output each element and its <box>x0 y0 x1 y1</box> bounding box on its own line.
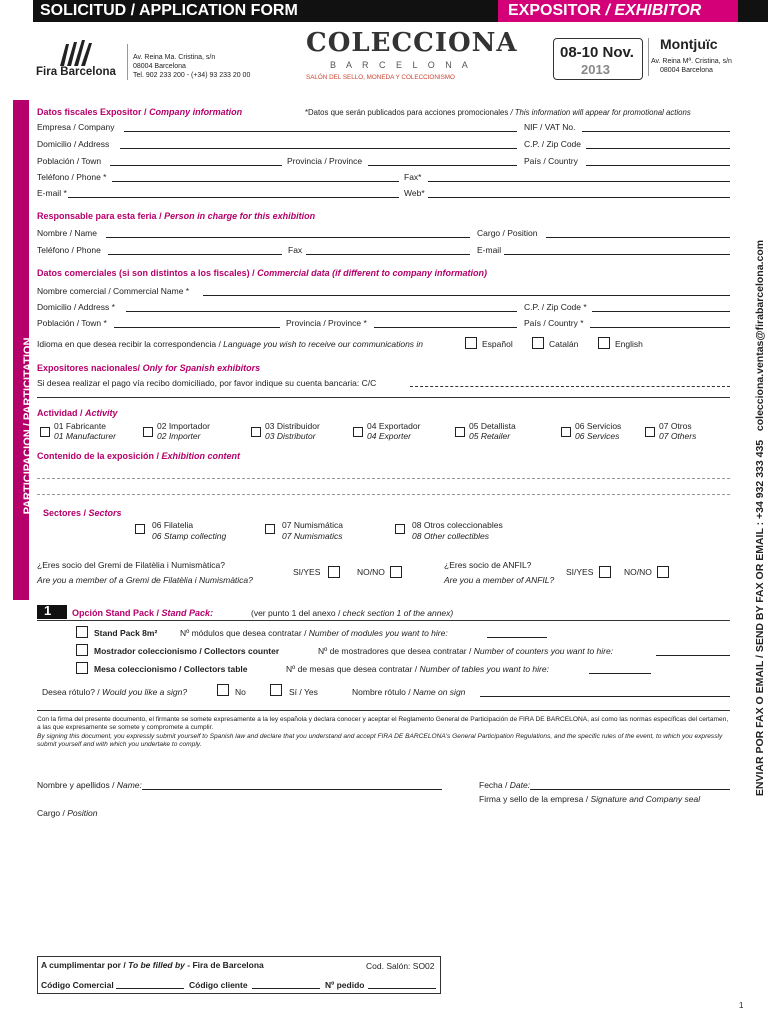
activity-label-en: 02 Importer <box>157 431 201 441</box>
activity-label: 01 Fabricante <box>54 421 106 431</box>
poblacion-field[interactable] <box>110 165 282 166</box>
web-field[interactable] <box>428 197 730 198</box>
gremi-question: ¿Eres socio del Gremi de Filatèlia i Numismàtica? <box>37 560 226 570</box>
collectors-counter-field[interactable] <box>656 655 730 656</box>
colecciona-subtitle: SALÓN DEL SELLO, MONEDA Y COLECCIONISMO <box>306 74 455 81</box>
fira-address-1: Av. Reina Ma. Cristina, s/n <box>133 54 216 61</box>
activity-section-title: Actividad / Activity <box>37 408 118 418</box>
option-title: Opción Stand Pack / Stand Pack: <box>72 608 214 618</box>
fira-divider <box>127 44 128 80</box>
activity-label-en: 07 Others <box>659 431 697 441</box>
activity-label-en: 04 Exporter <box>367 431 411 441</box>
venue-divider <box>648 38 649 76</box>
exhibitor-title: EXPOSITOR / EXHIBITOR <box>508 2 702 19</box>
activity-checkbox-1[interactable] <box>40 427 50 437</box>
language-english-checkbox[interactable] <box>598 337 610 349</box>
resp-fax-field[interactable] <box>306 254 470 255</box>
content-field-1[interactable] <box>37 478 730 479</box>
gremi-question-en: Are you a member of a Gremi de Filatèlia i Numismàtica? <box>37 575 253 585</box>
poblacion-label: Población / Town <box>37 156 102 166</box>
activity-label: 05 Detallista <box>469 421 516 431</box>
anfil-yes-label: SI/YES <box>566 567 594 577</box>
language-question: Idioma en que desea recibir la correspondencia / Language you wish to receive our communications in <box>37 339 424 349</box>
web-label: Web* <box>404 188 425 198</box>
fiscal-note: *Datos que serán publicados para acciones promocionales / This information will appear for promotional actions <box>305 108 691 117</box>
anfil-yes-checkbox[interactable] <box>599 566 611 578</box>
language-catalan-label: Catalán <box>549 339 579 349</box>
fira-address-2: 08004 Barcelona <box>133 63 186 70</box>
colecciona-city: B A R C E L O N A <box>330 60 472 70</box>
nif-field[interactable] <box>582 131 730 132</box>
colecciona-logo: COLECCIONA <box>306 28 518 58</box>
sign-name-field[interactable] <box>480 696 730 697</box>
codigo-comercial-field[interactable] <box>116 988 184 989</box>
sector-filatelia-label-en: 06 Stamp collecting <box>152 531 227 541</box>
event-year: 2013 <box>581 62 610 77</box>
activity-label-en: 03 Distributor <box>265 431 316 441</box>
responsible-section-title: Responsable para esta feria / Person in charge for this exhibition <box>37 211 316 221</box>
resp-telefono-field[interactable] <box>108 254 282 255</box>
office-use-title: A cumplimentar por / To be filled by - Fira de Barcelona <box>41 960 264 970</box>
telefono-label: Teléfono / Phone * <box>37 172 107 182</box>
codigo-cliente-label: Código cliente <box>189 980 248 990</box>
venue-address-2: 08004 Barcelona <box>660 67 713 74</box>
fira-logo-icon <box>52 40 102 68</box>
resp-email-label: E-mail <box>477 245 502 255</box>
com-poblacion-field[interactable] <box>114 327 280 328</box>
commercial-section-title: Datos comerciales (si son distintos a los fiscales) / Commercial data (if different to company information) <box>37 268 487 278</box>
form-title: SOLICITUD / APPLICATION FORM <box>40 2 298 19</box>
cp-field[interactable] <box>586 148 730 149</box>
activity-label: 07 Otros <box>659 421 692 431</box>
language-espanol-label: Español <box>482 339 513 349</box>
nif-label: NIF / VAT No. <box>524 122 576 132</box>
collectors-table-field[interactable] <box>589 673 651 674</box>
activity-checkbox-5[interactable] <box>455 427 465 437</box>
codigo-cliente-field[interactable] <box>252 988 320 989</box>
sector-otros-label: 08 Otros coleccionables <box>412 520 503 530</box>
collectors-counter-label: Mostrador coleccionismo / Collectors counter <box>94 646 280 656</box>
activity-label: 04 Exportador <box>367 421 421 431</box>
page-number: 1 <box>739 1001 744 1010</box>
com-poblacion-label: Población / Town * <box>37 318 107 328</box>
nombre-field[interactable] <box>106 237 470 238</box>
stand-pack-checkbox[interactable] <box>76 626 88 638</box>
sector-otros-checkbox[interactable] <box>395 524 405 534</box>
nombre-comercial-field[interactable] <box>203 295 730 296</box>
provincia-label: Provincia / Province <box>287 156 363 166</box>
cargo-field[interactable] <box>546 237 730 238</box>
legal-text-en: By signing this document, you expressly submit yourself to Spanish law and declare that you understand and accept FIRA DE BARCELONA's General Participation Regulations, and the specific rules of the event, to which you expressly submit yourself and with which you undertake to comply. <box>37 733 723 748</box>
sign-name-label-2: Nombre y apellidos / Name: <box>37 780 142 790</box>
venue-address-1: Av. Reina Mª. Cristina, s/n <box>651 58 732 65</box>
fiscal-section-title: Datos fiscales Expositor / Company information <box>37 107 243 117</box>
domicilio-label: Domicilio / Address <box>37 139 110 149</box>
collectors-table-label: Mesa coleccionismo / Collectors table <box>94 664 248 674</box>
content-section-title: Contenido de la exposición / Exhibition content <box>37 451 241 461</box>
anfil-question-en: Are you a member of ANFIL? <box>444 575 555 585</box>
send-by-fax-email: ENVIAR POR FAX O EMAIL / SEND BY FAX OR EMAIL : +34 932 333 435 colecciona.ventas@firabarcelona.com <box>754 239 766 797</box>
activity-label: 03 Distribuidor <box>265 421 320 431</box>
empresa-label: Empresa / Company <box>37 122 115 132</box>
telefono-field[interactable] <box>112 181 399 182</box>
codigo-comercial-label: Código Comercial <box>41 980 114 990</box>
collectors-counter-question: Nº de mostradores que desea contratar / Number of counters you want to hire: <box>318 646 614 656</box>
activity-checkbox-2[interactable] <box>143 427 153 437</box>
com-provincia-label: Provincia / Province * <box>286 318 367 328</box>
resp-email-field[interactable] <box>504 254 730 255</box>
provincia-field[interactable] <box>368 165 517 166</box>
fira-name: Fira Barcelona <box>36 66 116 78</box>
com-pais-field[interactable] <box>590 327 730 328</box>
sector-filatelia-checkbox[interactable] <box>135 524 145 534</box>
company-seal-label: Firma y sello de la empresa / Signature and Company seal <box>479 794 701 804</box>
language-catalan-checkbox[interactable] <box>532 337 544 349</box>
pedido-field[interactable] <box>368 988 436 989</box>
legal-text: Con la firma del presente documento, el firmante se somete expresamente a la ley española y declara conocer y aceptar el Reglamento General de Participación de FIRA DE BARCELONA, así como las normas específicas del certamen, a las que expresamente se somete y compromete a cumplir. <box>37 716 729 731</box>
anfil-no-label: NO/NO <box>624 567 652 577</box>
com-domicilio-field[interactable] <box>126 311 517 312</box>
anfil-question: ¿Eres socio de ANFIL? <box>444 560 532 570</box>
option-number-badge <box>37 605 67 619</box>
com-domicilio-label: Domicilio / Address * <box>37 302 115 312</box>
resp-fax-label: Fax <box>288 245 303 255</box>
activity-checkbox-7[interactable] <box>645 427 655 437</box>
date-label: Fecha / Date: <box>479 780 531 790</box>
fira-phone: Tel. 902 233 200 - (+34) 93 233 20 00 <box>133 72 251 79</box>
participation-label: PARTICIPACION / PARTICITATION <box>22 337 34 515</box>
collectors-counter-checkbox[interactable] <box>76 644 88 656</box>
stand-pack-question: Nº módulos que desea contratar / Number of modules you want to hire: <box>180 628 448 638</box>
collectors-table-question: Nº de mesas que desea contratar / Number of tables you want to hire: <box>286 664 549 674</box>
sign-question: Desea rótulo? / Would you like a sign? <box>42 687 188 697</box>
sign-no-checkbox[interactable] <box>217 684 229 696</box>
sector-otros-label-en: 08 Other collectibles <box>412 531 490 541</box>
gremi-no-label: NO/NO <box>357 567 385 577</box>
sector-numismatica-label-en: 07 Numismatics <box>282 531 343 541</box>
language-espanol-checkbox[interactable] <box>465 337 477 349</box>
resp-telefono-label: Teléfono / Phone <box>37 245 101 255</box>
email-label: E-mail * <box>37 188 67 198</box>
activity-label-en: 06 Services <box>575 431 620 441</box>
activity-label: 02 Importador <box>157 421 210 431</box>
collectors-table-checkbox[interactable] <box>76 662 88 674</box>
stand-pack-modules-field[interactable] <box>487 637 547 638</box>
bank-account-label: Si desea realizar el pago vía recibo domiciliado, por favor indique su cuenta bancaria: C/C <box>37 378 377 388</box>
salon-code: Cod. Salón: SO02 <box>366 961 435 971</box>
position-label: Cargo / Position <box>37 808 98 818</box>
content-field-2[interactable] <box>37 494 730 495</box>
com-cp-label: C.P. / Zip Code * <box>524 302 587 312</box>
pais-field[interactable] <box>586 165 730 166</box>
sign-name-label: Nombre rótulo / Name on sign <box>352 687 466 697</box>
sector-numismatica-checkbox[interactable] <box>265 524 275 534</box>
gremi-yes-checkbox[interactable] <box>328 566 340 578</box>
divider <box>37 397 730 398</box>
activity-checkbox-6[interactable] <box>561 427 571 437</box>
signer-name-field[interactable] <box>142 789 442 790</box>
email-field[interactable] <box>68 197 399 198</box>
domicilio-field[interactable] <box>120 148 517 149</box>
nombre-label: Nombre / Name <box>37 228 97 238</box>
activity-label-en: 01 Manufacturer <box>54 431 116 441</box>
cargo-label: Cargo / Position <box>477 228 538 238</box>
date-field[interactable] <box>530 789 730 790</box>
sign-yes-checkbox[interactable] <box>270 684 282 696</box>
pais-label: País / Country <box>524 156 578 166</box>
nombre-comercial-label: Nombre comercial / Commercial Name * <box>37 286 190 296</box>
com-provincia-field[interactable] <box>374 327 517 328</box>
sign-yes-label: Sí / Yes <box>289 687 318 697</box>
sector-numismatica-label: 07 Numismática <box>282 520 343 530</box>
activity-checkbox-4[interactable] <box>353 427 363 437</box>
gremi-yes-label: SI/YES <box>293 567 321 577</box>
event-dates: 08-10 Nov. <box>560 44 634 61</box>
sectors-section-title: Sectores / Sectors <box>43 508 122 518</box>
fax-field[interactable] <box>428 181 730 182</box>
pedido-label: Nº pedido <box>325 980 365 990</box>
sign-no-label: No <box>235 687 246 697</box>
option-number: 1 <box>44 603 52 618</box>
option-divider <box>37 620 730 621</box>
option-note: (ver punto 1 del anexo / check section 1 of the annex) <box>251 608 454 618</box>
com-pais-label: País / Country * <box>524 318 584 328</box>
sector-filatelia-label: 06 Filatelia <box>152 520 194 530</box>
empresa-field[interactable] <box>124 131 517 132</box>
gremi-no-checkbox[interactable] <box>390 566 402 578</box>
legal-divider <box>37 710 730 711</box>
national-section-title: Expositores nacionales/ Only for Spanish exhibitors <box>37 363 261 373</box>
language-english-label: English <box>615 339 643 349</box>
bank-account-field[interactable] <box>410 386 730 387</box>
activity-label: 06 Servicios <box>575 421 622 431</box>
fax-label: Fax* <box>404 172 422 182</box>
venue-name: Montjuïc <box>660 36 718 52</box>
stand-pack-label: Stand Pack 8m² <box>94 628 158 638</box>
activity-checkbox-3[interactable] <box>251 427 261 437</box>
com-cp-field[interactable] <box>592 311 730 312</box>
anfil-no-checkbox[interactable] <box>657 566 669 578</box>
activity-label-en: 05 Retailer <box>469 431 511 441</box>
cp-label: C.P. / Zip Code <box>524 139 582 149</box>
